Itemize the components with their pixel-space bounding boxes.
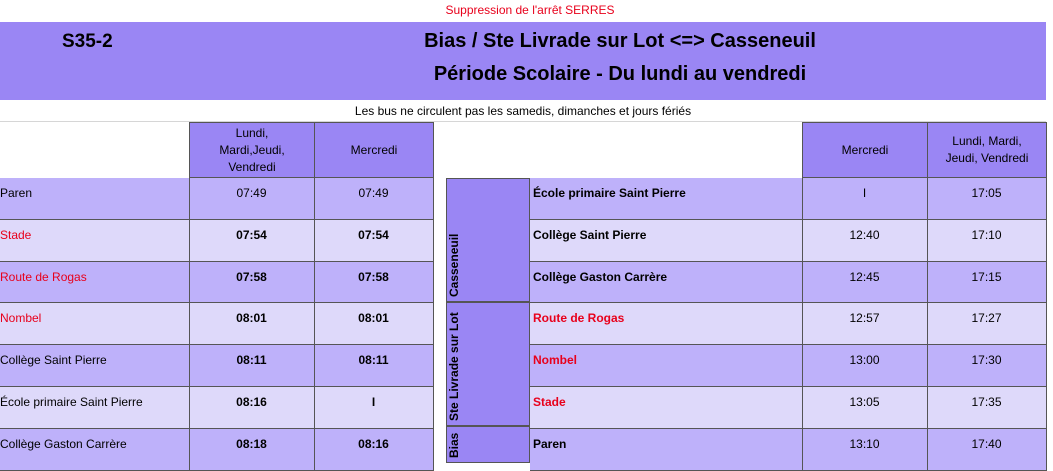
return-row (530, 429, 1047, 471)
route-code: S35-2 (62, 31, 113, 52)
stop-name: Collège Gaston Carrère (530, 262, 803, 303)
return-header-weekdays (927, 122, 1047, 178)
time-weekdays: 08:18 (189, 429, 315, 470)
period-title: Période Scolaire - Du lundi au vendredi (433, 63, 807, 85)
outbound-row (0, 178, 434, 220)
return-row (530, 262, 1047, 304)
time-weekdays: 17:05 (927, 178, 1047, 219)
time-weekdays: 17:40 (927, 429, 1047, 470)
zone-label: Casseneuil (447, 233, 461, 297)
return-row (530, 387, 1047, 429)
return-row (530, 303, 1047, 345)
header-label: Mercredi (350, 142, 398, 157)
time-weekdays: 08:11 (189, 345, 315, 386)
stop-name: Stade (0, 220, 190, 261)
time-wednesday: 12:45 (802, 262, 928, 303)
time-wednesday: I (802, 178, 928, 219)
time-weekdays: 17:15 (927, 262, 1047, 303)
return-row (530, 220, 1047, 262)
return-row (530, 345, 1047, 387)
time-wednesday: I (314, 387, 434, 428)
zone-label: Bias (447, 432, 461, 458)
time-wednesday: 08:16 (314, 429, 434, 470)
time-weekdays: 17:27 (927, 303, 1047, 344)
time-wednesday: 13:05 (802, 387, 928, 428)
time-weekdays: 07:58 (189, 262, 315, 303)
stop-name: École primaire Saint Pierre (530, 178, 803, 219)
stop-name: Stade (530, 387, 803, 428)
time-wednesday: 07:54 (314, 220, 434, 261)
stop-name: Collège Saint Pierre (0, 345, 190, 386)
outbound-row (0, 262, 434, 304)
stop-name: Paren (530, 429, 803, 470)
outbound-row (0, 345, 434, 387)
time-weekdays: 17:10 (927, 220, 1047, 261)
time-wednesday: 08:01 (314, 303, 434, 344)
service-note: Les bus ne circulent pas les samedis, dimanches et jours fériés (354, 104, 692, 118)
stop-name: Collège Gaston Carrère (0, 429, 190, 470)
stop-name: Paren (0, 178, 190, 219)
time-wednesday: 13:00 (802, 345, 928, 386)
time-weekdays: 08:16 (189, 387, 315, 428)
time-weekdays: 07:49 (189, 178, 315, 219)
stop-name: École primaire Saint Pierre (0, 387, 190, 428)
notice-banner: Suppression de l'arrêt SERRES (445, 3, 615, 17)
outbound-row (0, 387, 434, 429)
header-label: Lundi, Mardi,Jeudi, Vendredi (219, 125, 285, 174)
time-wednesday: 12:40 (802, 220, 928, 261)
stop-name: Route de Rogas (530, 303, 803, 344)
time-weekdays: 17:35 (927, 387, 1047, 428)
outbound-header-weekdays (189, 122, 315, 178)
stop-name: Collège Saint Pierre (530, 220, 803, 261)
route-title: Bias / Ste Livrade sur Lot <=> Casseneuil (424, 30, 816, 52)
time-weekdays: 17:30 (927, 345, 1047, 386)
title-banner (0, 22, 1046, 100)
time-weekdays: 07:54 (189, 220, 315, 261)
time-wednesday: 07:49 (314, 178, 434, 219)
outbound-header-wednesday (314, 122, 434, 178)
zone-casseneuil (446, 178, 530, 302)
outbound-row (0, 429, 434, 471)
return-row (530, 178, 1047, 220)
time-wednesday: 08:11 (314, 345, 434, 386)
header-label: Mercredi (841, 142, 889, 157)
time-wednesday: 12:57 (802, 303, 928, 344)
return-header-wednesday (802, 122, 928, 178)
time-wednesday: 13:10 (802, 429, 928, 470)
time-wednesday: 07:58 (314, 262, 434, 303)
outbound-row (0, 220, 434, 262)
outbound-row (0, 303, 434, 345)
stop-name: Nombel (0, 303, 190, 344)
stop-name: Nombel (530, 345, 803, 386)
header-label: Lundi, Mardi, Jeudi, Vendredi (945, 134, 1029, 165)
zone-bias (446, 426, 530, 463)
stop-name: Route de Rogas (0, 262, 190, 303)
time-weekdays: 08:01 (189, 303, 315, 344)
zone-ste-livrade (446, 302, 530, 426)
zone-label: Ste Livrade sur Lot (447, 312, 461, 421)
